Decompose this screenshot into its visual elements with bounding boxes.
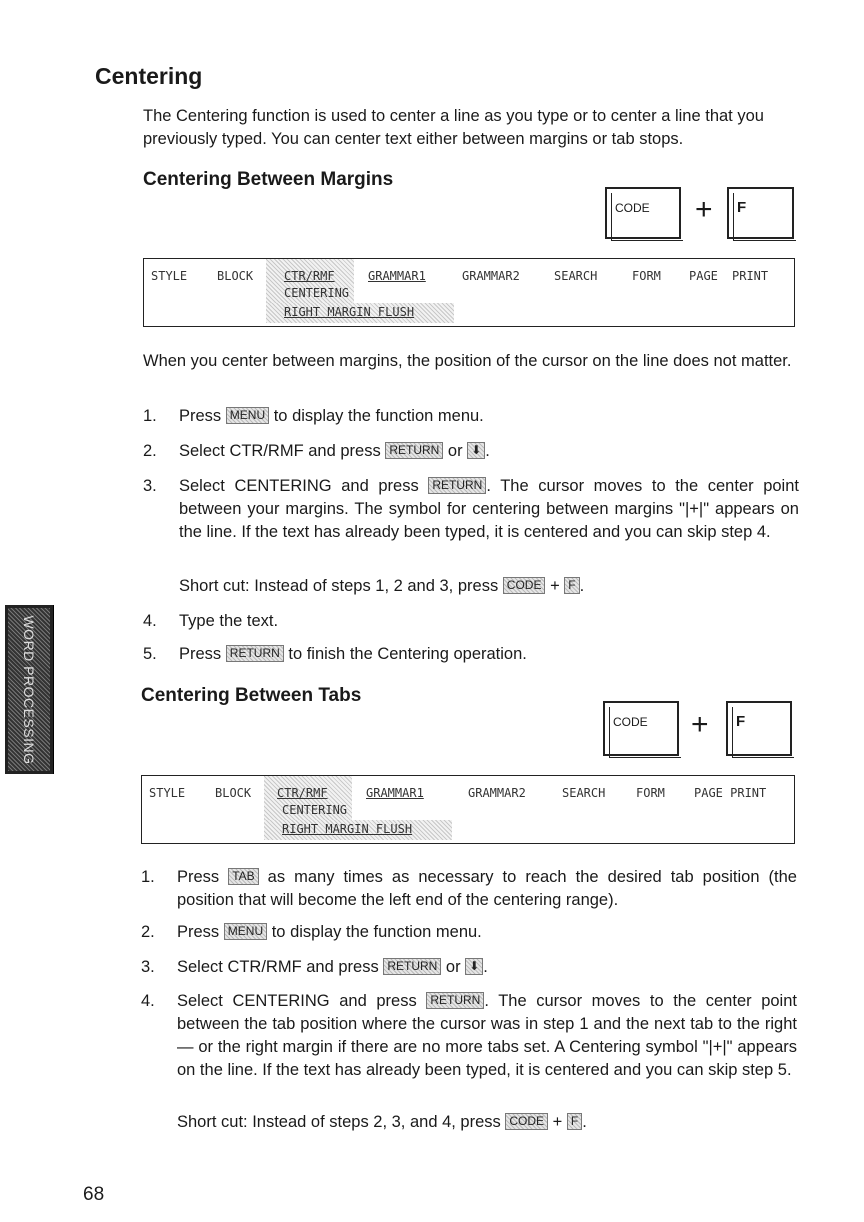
return-key: RETURN xyxy=(226,645,284,662)
return-key: RETURN xyxy=(428,477,486,494)
section-heading-tabs: Centering Between Tabs xyxy=(141,685,362,706)
plus-sign: + xyxy=(691,708,709,741)
plus-sign: + xyxy=(695,193,713,226)
page-number: 68 xyxy=(83,1184,105,1205)
code-key-diagram: CODE xyxy=(605,187,681,239)
menu-key: MENU xyxy=(226,407,269,424)
return-key: RETURN xyxy=(383,958,441,975)
function-menu-diagram: STYLE BLOCK CTR/RMF GRAMMAR1 GRAMMAR2 SEARCH FORM PAGE PRINT CENTERING RIGHT MARGIN FLUSH xyxy=(143,258,795,327)
f-key: F xyxy=(564,577,579,594)
code-key: CODE xyxy=(505,1113,548,1130)
menu-key: MENU xyxy=(224,923,267,940)
down-arrow-icon: ⬇ xyxy=(467,442,485,459)
f-key-diagram: F xyxy=(726,701,792,756)
code-key-diagram: CODE xyxy=(603,701,679,756)
tab-key: TAB xyxy=(228,868,258,885)
return-key: RETURN xyxy=(426,992,484,1009)
shortcut-note: Short cut: Instead of steps 2, 3, and 4, press CODE + F . xyxy=(177,1113,587,1131)
note-paragraph: When you center between margins, the position of the cursor on the line does not matter. xyxy=(143,352,792,370)
return-key: RETURN xyxy=(385,442,443,459)
f-key: F xyxy=(567,1113,582,1130)
code-key: CODE xyxy=(503,577,546,594)
shortcut-note: Short cut: Instead of steps 1, 2 and 3, press CODE + F . xyxy=(179,577,585,595)
section-heading-margins: Centering Between Margins xyxy=(143,169,394,190)
page-title: Centering xyxy=(95,63,203,89)
f-key-diagram: F xyxy=(727,187,794,239)
side-tab: WORD PROCESSING xyxy=(5,605,54,774)
intro-paragraph: The Centering function is used to center a line as you type or to center a line that you previously typed. You can center text either between margins or tab stops. xyxy=(143,107,764,148)
function-menu-diagram: STYLE BLOCK CTR/RMF GRAMMAR1 GRAMMAR2 SEARCH FORM PAGE PRINT CENTERING RIGHT MARGIN FLUSH xyxy=(141,775,795,844)
down-arrow-icon: ⬇ xyxy=(465,958,483,975)
